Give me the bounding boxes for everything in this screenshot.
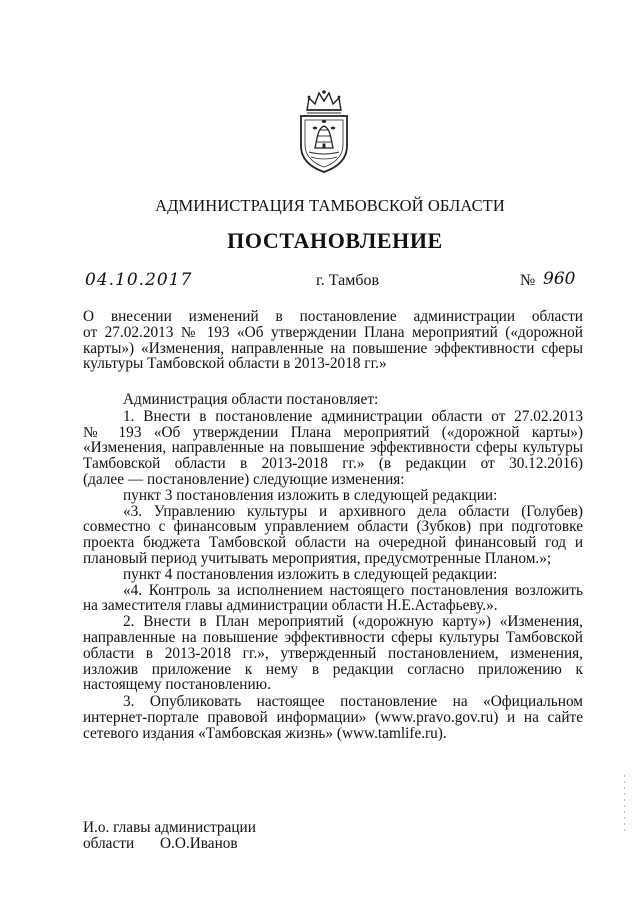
coat-of-arms-emblem xyxy=(293,88,355,174)
item3-line: интернет-портале правовой информации» (www.pravo.gov.ru) и на сайте xyxy=(83,708,583,726)
subject-line: от 27.02.2013 № 193 «Об утверждении Плана мероприятий («дорожной xyxy=(83,323,583,341)
organization-name: АДМИНИСТРАЦИЯ ТАМБОВСКОЙ ОБЛАСТИ xyxy=(155,196,505,215)
quote1-line: проекта бюджета Тамбовской области на очередной финансовый год и xyxy=(83,534,583,552)
quote1-line: «3. Управлению культуры и архивного дела области (Голубев) xyxy=(123,502,583,520)
subject-line: О внесении изменений в постановление администрации области xyxy=(83,308,583,325)
handwritten-number: 960 xyxy=(543,269,576,289)
preamble: Администрация области постановляет: xyxy=(123,391,379,408)
item3-line: сетевого издания «Тамбовская жизнь» (www.tamlife.ru). xyxy=(83,724,447,742)
item2-line: настоящему постановлению. xyxy=(83,676,271,694)
scan-edge-mark xyxy=(623,775,626,835)
item2-line: изложив приложение к нему в редакции согласно приложению к xyxy=(83,660,583,678)
document-type-title: ПОСТАНОВЛЕНИЕ xyxy=(227,228,443,253)
document-body xyxy=(83,392,583,742)
quote1-line: совместно с финансовым управлением области (Зубков) при подготовке xyxy=(83,518,583,536)
quote1-line: плановый период учитывать мероприятия, предусмотренные Планом.»; xyxy=(83,549,552,567)
signature-position: И.о. главы администрации xyxy=(83,819,256,836)
item1-subpoint: пункт 4 постановления изложить в следующей редакции: xyxy=(123,565,498,583)
document-subject xyxy=(83,309,583,372)
item1-line: Тамбовской области в 2013-2018 гг.» (в редакции от 30.12.2016) xyxy=(83,455,583,473)
item2-line: 2. Внести в План мероприятий («дорожную карту») «Изменения, xyxy=(123,613,583,631)
item1-line: «Изменения, направленные на повышение эффективности сферы культуры xyxy=(83,439,583,457)
subject-line: культуры Тамбовской области в 2013-2018 гг.» xyxy=(83,355,387,373)
quote2-line: «4. Контроль за исполнением настоящего постановления возложить xyxy=(123,581,583,599)
city-label: г. Тамбов xyxy=(316,272,380,289)
quote2-line: на заместителя главы администрации области Н.Е.Астафьеву.». xyxy=(83,597,498,615)
item2-line: направленные на повышение эффективности сферы культуры Тамбовской xyxy=(83,628,583,646)
item3-line: 3. Опубликовать настоящее постановление на «Официальном xyxy=(123,693,583,711)
item1-line: 1. Внести в постановление администрации области от 27.02.2013 xyxy=(123,407,583,425)
subject-line: карты») «Изменения, направленные на повышение эффективности сферы xyxy=(83,339,583,357)
item2-line: области в 2013-2018 гг.», утвержденный постановлением, изменения, xyxy=(83,644,583,662)
item1-line: № 193 «Об утверждении Плана мероприятий («дорожной карты») xyxy=(83,423,583,441)
number-label: № xyxy=(520,272,536,289)
signature-region: области xyxy=(83,835,135,852)
item1-line: (далее — постановление) следующие изменения: xyxy=(83,470,405,488)
handwritten-date: 04.10.2017 xyxy=(85,270,193,290)
item1-subpoint: пункт 3 постановления изложить в следующей редакции: xyxy=(123,486,498,504)
signatory-name: О.О.Иванов xyxy=(160,835,238,852)
